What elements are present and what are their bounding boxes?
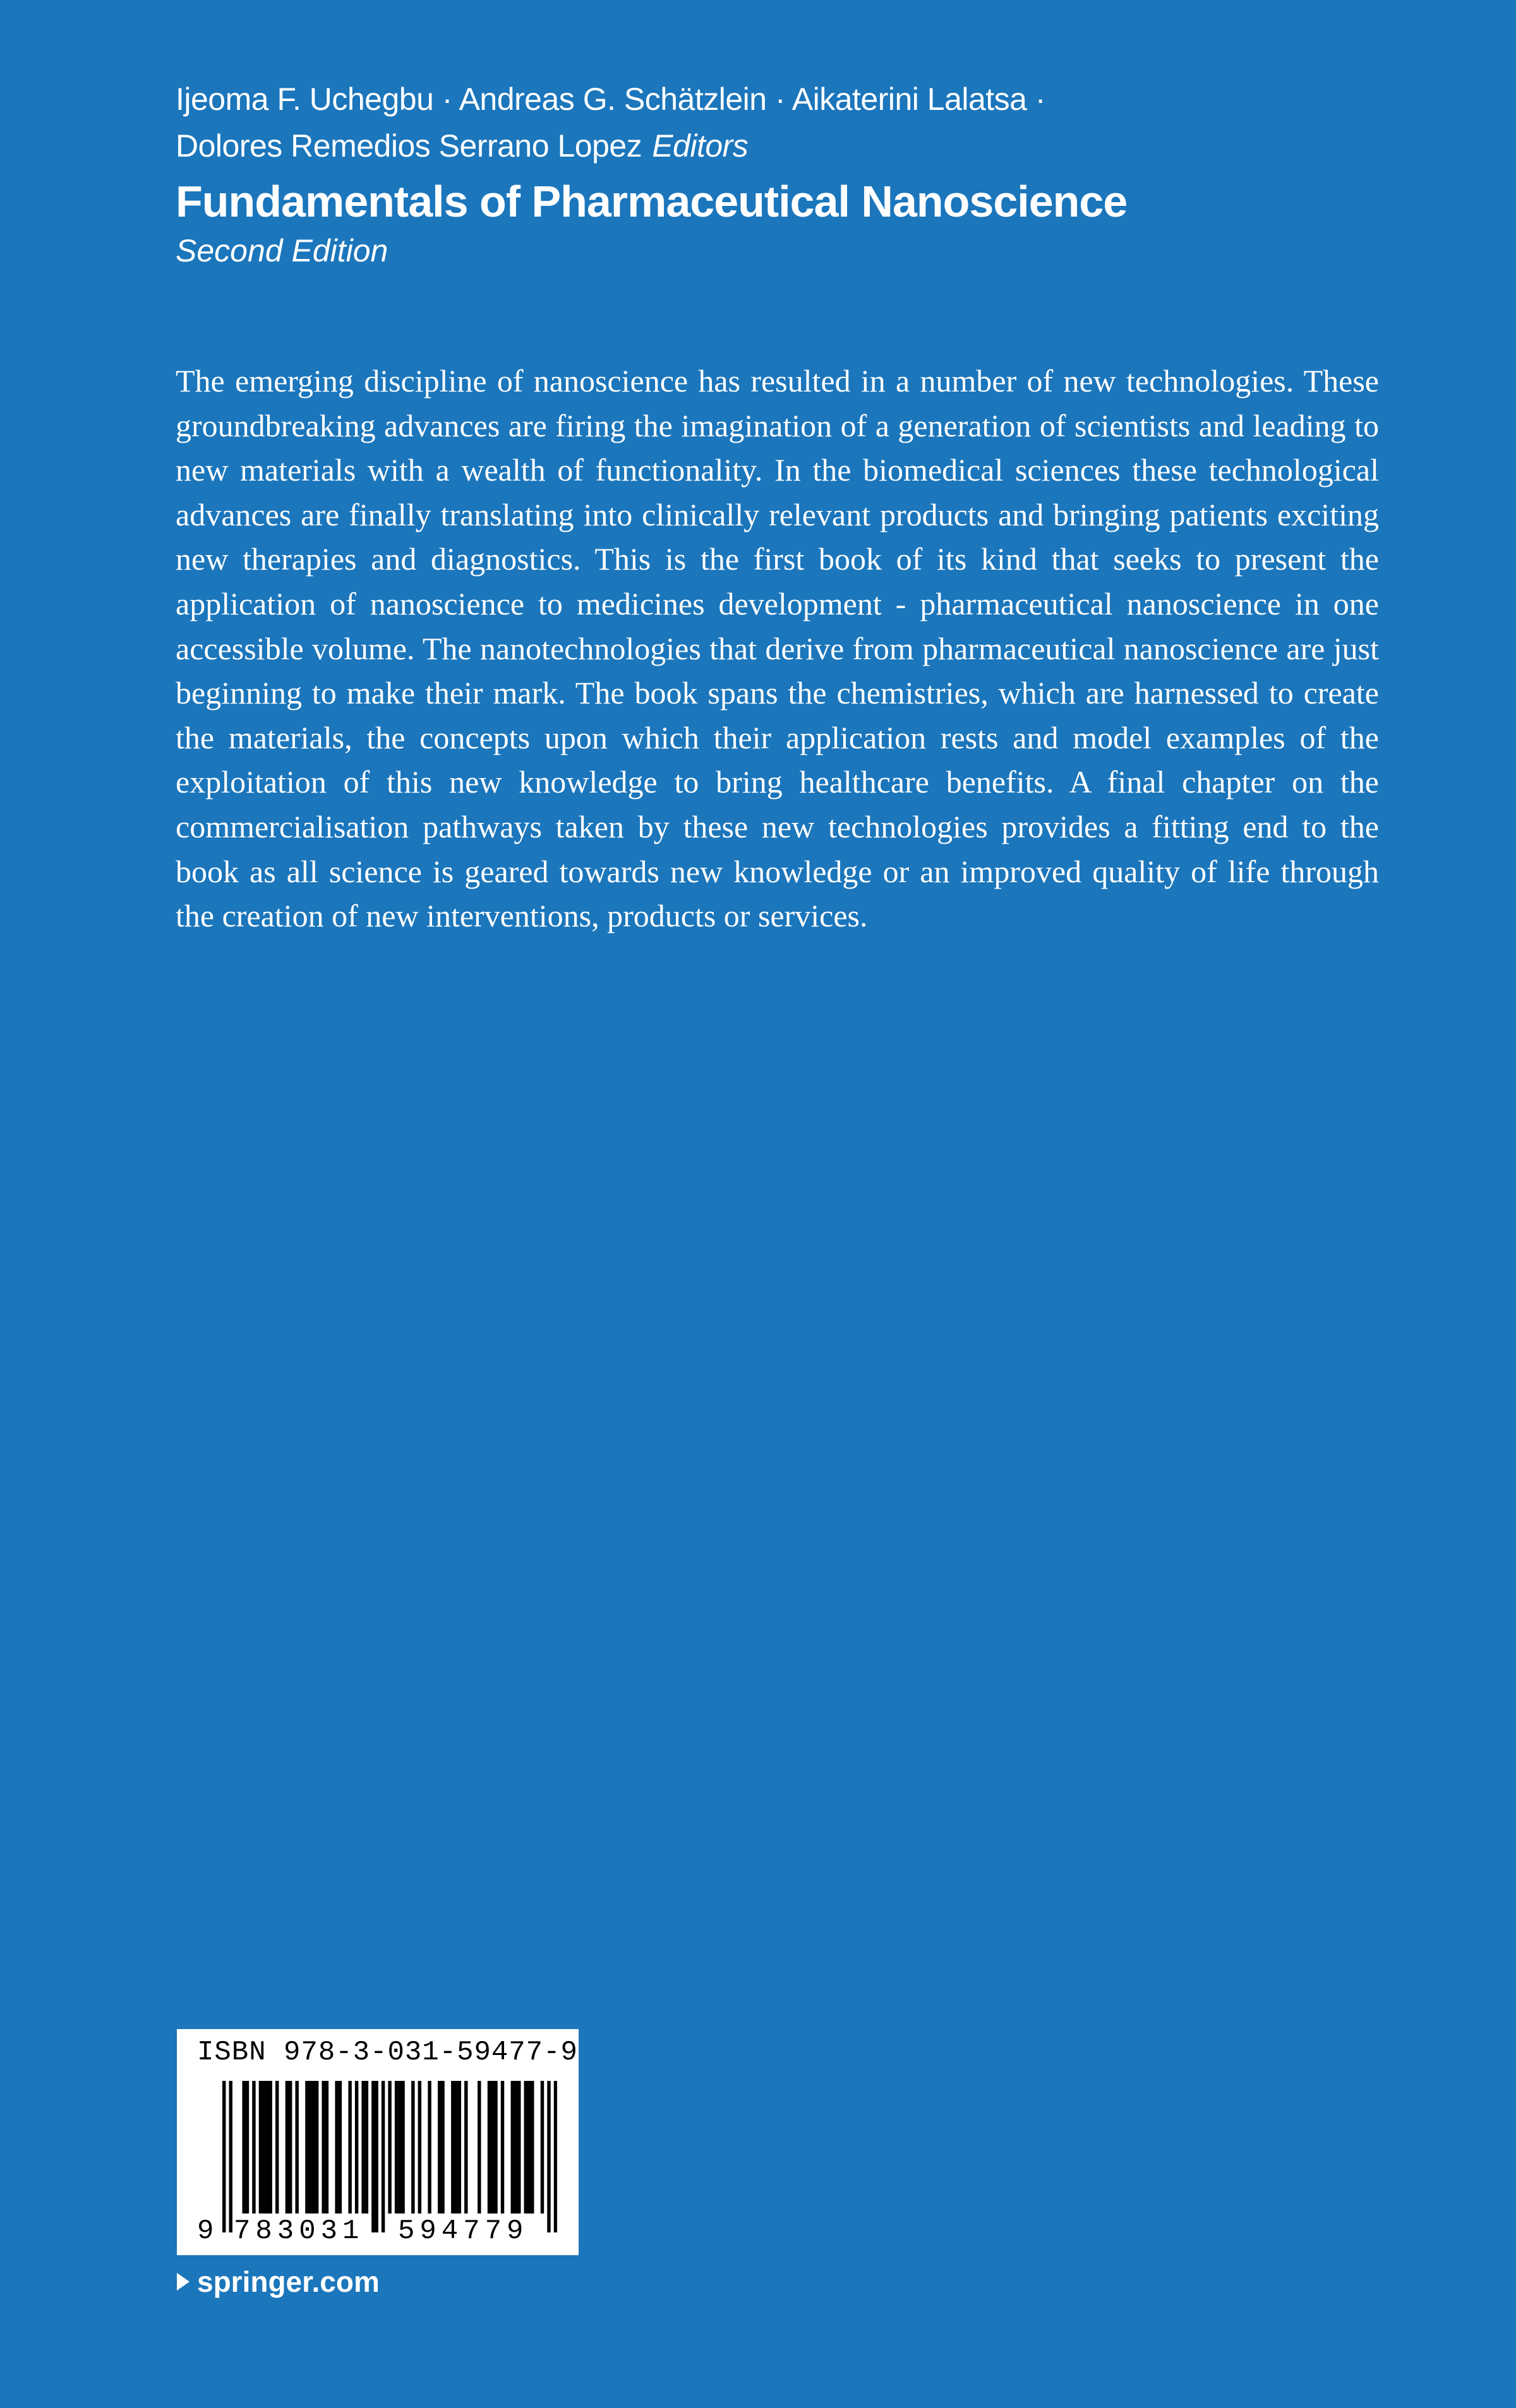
- barcode-bar: [259, 2081, 262, 2213]
- publisher-link[interactable]: [177, 2261, 380, 2303]
- barcode-bar: [322, 2081, 325, 2213]
- barcode-bar: [418, 2081, 421, 2213]
- barcode-bar: [315, 2081, 318, 2213]
- barcode-digits: [197, 2213, 563, 2249]
- barcode-bar: [222, 2081, 226, 2232]
- barcode-bar: [554, 2081, 557, 2232]
- barcode-bar: [464, 2081, 467, 2213]
- cover-header: [176, 76, 1376, 272]
- barcode-bar: [527, 2081, 531, 2213]
- barcode-bar: [501, 2081, 504, 2213]
- barcode-bar: [305, 2081, 308, 2213]
- barcode-bar: [531, 2081, 534, 2213]
- barcode-bar: [478, 2081, 481, 2213]
- barcode-bar: [451, 2081, 454, 2213]
- barcode-bar: [441, 2081, 444, 2213]
- barcode-bar: [454, 2081, 457, 2213]
- barcode-bar: [388, 2081, 391, 2213]
- publisher-url: springer.com: [197, 2265, 380, 2298]
- triangle-right-icon: [177, 2273, 190, 2291]
- authors-line-2-names: Dolores Remedios Serrano Lopez: [176, 128, 642, 164]
- barcode-bar: [262, 2081, 265, 2213]
- barcode-bar: [375, 2081, 378, 2232]
- barcode-left-digits: 783031: [234, 2215, 364, 2247]
- authors-line-2: [176, 123, 1376, 169]
- barcode-bar: [325, 2081, 328, 2213]
- barcode-bar: [268, 2081, 272, 2213]
- barcode-bar: [365, 2081, 368, 2213]
- barcode-bar: [361, 2081, 364, 2213]
- editors-label: Editors: [652, 128, 749, 164]
- barcode-bar: [286, 2081, 289, 2213]
- barcode-bar: [242, 2081, 245, 2213]
- book-description: The emerging discipline of nanoscience has resulted in a number of new technologies. These groundbreaking advances are firing the imagination of a generation of scientists and leading to new materials with a wealth of functionality. In the biomedical sciences these technological advances are finally translating into clinically relevant products and bringing patients exciting new therapies and diagnostics. This is the first book of its kind that seeks to present the application of nanoscience to medicines development - pharmaceutical nanoscience in one accessible volume. The nanotechnologies that derive from pharmaceutical nanoscience are just beginning to make their mark. The book spans the chemistries, which are harnessed to create the materials, the concepts upon which their application rests and model examples of the exploitation of this new knowledge to bring healthcare benefits. A final chapter on the commercialisation pathways taken by these new technologies provides a fitting end to the book as all science is geared towards new knowledge or an improved quality of life through the creation of new interventions, products or services.: [176, 363, 1379, 934]
- barcode-bar: [308, 2081, 311, 2213]
- barcode-bar: [411, 2081, 414, 2213]
- barcode-bar: [514, 2081, 517, 2213]
- barcode-bar: [275, 2081, 279, 2213]
- barcode-bar: [524, 2081, 527, 2213]
- barcode-bar: [494, 2081, 497, 2213]
- barcode-bar: [517, 2081, 520, 2213]
- barcode-bar: [312, 2081, 315, 2213]
- barcode-bar: [371, 2081, 375, 2232]
- barcode-bar: [265, 2081, 268, 2213]
- barcode-bar: [511, 2081, 514, 2213]
- barcode-bar: [395, 2081, 398, 2213]
- barcode-bar: [398, 2081, 401, 2213]
- edition-label: Second Edition: [176, 233, 388, 268]
- barcode-right-digits: 594779: [398, 2215, 529, 2247]
- barcode-bar: [229, 2081, 232, 2232]
- barcode-bar: [401, 2081, 404, 2213]
- barcode-lead-digit: 9: [197, 2215, 214, 2247]
- book-title: Fundamentals of Pharmaceutical Nanoscience: [176, 177, 1128, 226]
- barcode-bar: [541, 2081, 544, 2213]
- barcode-bar: [458, 2081, 461, 2213]
- barcode-bar: [491, 2081, 494, 2213]
- barcode-bar: [252, 2081, 255, 2213]
- barcode-bar: [295, 2081, 298, 2213]
- isbn-label: ISBN 978-3-031-59477-9: [197, 2037, 578, 2068]
- barcode-bar: [355, 2081, 358, 2213]
- barcode-bar: [488, 2081, 491, 2213]
- barcode-bar: [246, 2081, 249, 2213]
- barcode-bar: [428, 2081, 431, 2213]
- barcode-bar: [339, 2081, 342, 2213]
- barcode-bar: [348, 2081, 351, 2213]
- barcode-bar: [438, 2081, 441, 2213]
- barcode-bar: [382, 2081, 385, 2232]
- isbn-barcode-box: [177, 2029, 579, 2255]
- barcode-bar: [289, 2081, 292, 2213]
- barcode-bar: [335, 2081, 338, 2213]
- barcode: [222, 2081, 557, 2232]
- editors-list: [176, 76, 1376, 169]
- barcode-bar: [547, 2081, 550, 2232]
- authors-line-1: Ijeoma F. Uchegbu · Andreas G. Schätzlein · Aikaterini Lalatsa ·: [176, 81, 1046, 117]
